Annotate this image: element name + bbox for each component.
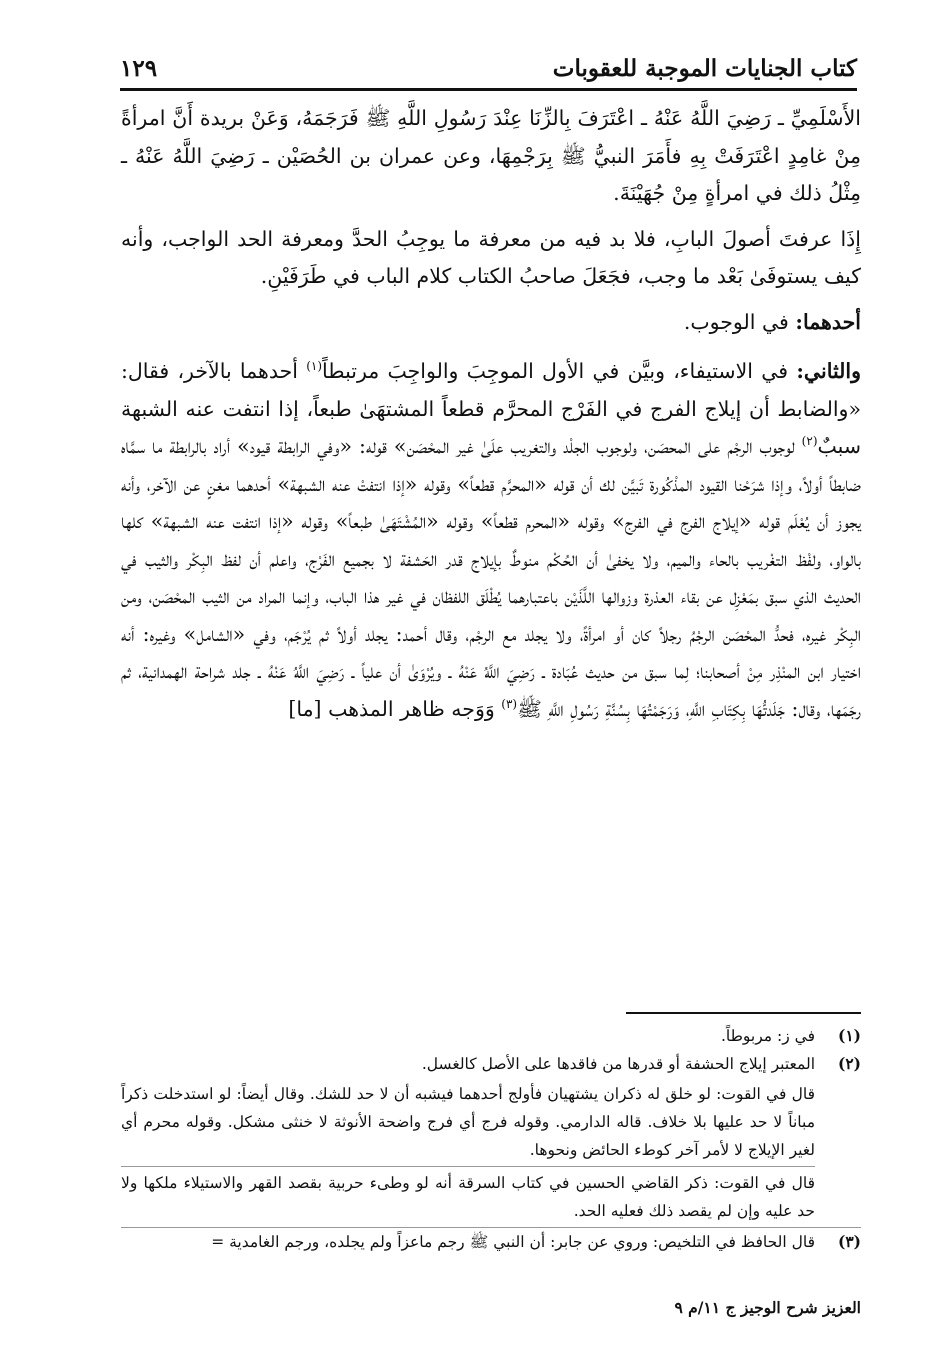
- page-footer: العزيز شرح الوجيز ج ١١/م ٩: [674, 1298, 861, 1317]
- footnote-ref-1[interactable]: (١): [306, 359, 323, 374]
- footnote-number: (٢): [837, 1054, 861, 1073]
- page-header: [120, 38, 857, 91]
- paragraph-introduction: إِذَا عرفتَ أصولَ البابِ، فلا بد فيه من معرفة ما يوجِبُ الحدَّ ومعرفة الحد الواجب، وأنه كيف يستوفَىٰ بَعْد ما وجب، فجَعَلَ صاحبُ الكتاب كلام الباب في طَرَفَيْنِ.: [121, 226, 861, 288]
- second-part-label: والثاني:: [796, 359, 861, 383]
- footnote-3: [121, 1227, 861, 1256]
- second-part-text-b: أحدهما بالآخر، فقال: «والضابط أن إيلاج الفرج في الفَرْج المحرَّم قطعاً المشتهَىٰ طبعاً، إذا انتفت عنه الشبهة سببٌ: [121, 359, 861, 458]
- main-text: [121, 100, 861, 728]
- second-part-text-a: في الاستيفاء، وبيَّن في الأول الموجِبَ والواجِبَ مرتبطاً: [322, 359, 789, 383]
- footnote-separator: [626, 1012, 861, 1014]
- footnote-2-note-b: قال في القوت: ذكر القاضي الحسين في كتاب السرقة أنه لو وطىء حربية بقصد القهر والاستيلاء ملكها ولا حد عليه وإن لم يقصد ذلك فعليه الحد.: [121, 1166, 815, 1225]
- footnote-2-note-a: قال في القوت: لو خلق له ذكران يشتهيان فأولج أحدهما فيشبه أن لا حد للشك. وقال أيضاً: لو استدخلت ذكراً مباناً لا حد عليها بلا خلاف. قاله الدارمي. وقوله فرج أي فرج واضحة الأنوثة لا خنثى مشكل. وقوله محرم أي لغير الإيلاج لا لأمر آخر كوطء الحائض ونحوها.: [121, 1085, 815, 1159]
- footnote-2: [121, 1050, 861, 1078]
- paragraph-first-part: [121, 304, 861, 342]
- footnote-number: (١): [837, 1026, 861, 1045]
- footnote-text: في ز: مربوطاً.: [720, 1027, 815, 1045]
- paragraph-hadith-narrations: الأَسْلَمِيِّ ـ رَضِيَ اللَّهُ عَنْهُ ـ اعْتَرَفَ بِالزِّنَا عِنْدَ رَسُولِ اللَّهِ ﷺ فَرَجَمَهُ، وَعَنْ بريدة أَنَّ امرأةً مِنْ غامِدٍ اعْتَرَفَتْ بِهِ فأَمَرَ النبيُّ ﷺ بِرَجْمِهَا، وعن عمران بن الحُصَيْن ـ رَضِيَ اللَّهُ عَنْهُ ـ مِثْلُ ذلك في امرأةٍ مِنْ جُهَيْنَةَ.: [121, 106, 861, 205]
- footnote-text: المعتبر إيلاج الحشفة أو قدرها من فاقدها على الأصل كالغسل.: [421, 1055, 815, 1073]
- first-part-text: في الوجوب.: [683, 309, 789, 334]
- footnote-ref-3[interactable]: (٣): [501, 696, 518, 711]
- running-title: كتاب الجنايات الموجبة للعقوبات: [552, 55, 857, 82]
- page-number: ١٢٩: [120, 55, 158, 82]
- paragraph-second-part: [121, 353, 861, 728]
- footnote-ref-2[interactable]: (٢): [801, 434, 818, 449]
- footnote-number: (٣): [837, 1232, 861, 1251]
- footnote-text: قال الحافظ في التلخيص: وروي عن جابر: أن النبي ﷺ رجم ماعزاً ولم يجلده، ورجم الغامدية =: [211, 1233, 815, 1251]
- footnotes: [121, 1022, 861, 1256]
- second-part-text-c: لوجوب الرجْم على المحصَن، ولوجوب الجلْد والتغريب علَىٰ غير المحْصَن» قوله: «وفي الرابطة قيود» أراد بالرابطة ما سمَّاه ضابطاً أولاً، وإذا شرَحْنا القيود المذْكُورة تَبيَّن لك أن قوله «المحرَّم قطعاً» وقوله «إذا انتفتْ عنه الشبهة» أحدهما مغنٍ عن الآخر، وأنه يجوز أن يُعْلَم قوله «إيلاج الفرج في الفرج» وقوله «المحرم قطعاً» وقوله «المُشْتَهَىٰ طبعاً» وقوله «إذا انتفت عنه الشبهة» كلها بالواو، ولفْظ التغْريب بالحاء والميم، ولا يخفىٰ أن الحُكْم منوطٌ بإيلاج قدر الحَشفة لا بجميع الفَرْج، واعلم أن لفظ البِكْر والثيب في الحديث الذي سبق بمَعْزِل عن بقاء العذرة وزوالها اللَّذَيْن باعتبارهما يُطْلَق اللفظان في غير هذا الباب، وإنما المراد من الثيب المحْصَن، ومن البِكْر غيره، فحدُّ المحْصَن الرجْمُ رجلاً كان أو امرأةً، ولا يجلد مع الرجْم، وقال أحمد: يجلد أولاً ثم يُرْجَم، وفي «الشامل» وغيره: أنه اختيار ابن المنْذِر مِنْ أصحابنا؛ لِما سبق من حديث عُبَادة ـ رَضِيَ اللَّهُ عَنْهُ ـ ويُرْوَىٰ أن علياً ـ رَضِيَ اللَّهُ عَنْهُ ـ جلد شراحة الهمدانية، ثم رجَمَها، وقال: جَلَدتُّهَا بِكِتَابِ اللَّهِ، وَرَجَمْتُهَا بِسُنَّةِ رَسُولِ اللَّهِ ﷺ: [121, 434, 861, 721]
- second-part-text-d: وَوَجه ظاهر المذهب [ما]: [288, 696, 495, 721]
- first-part-label: أحدهما:: [795, 309, 861, 334]
- footnote-1: [121, 1022, 861, 1050]
